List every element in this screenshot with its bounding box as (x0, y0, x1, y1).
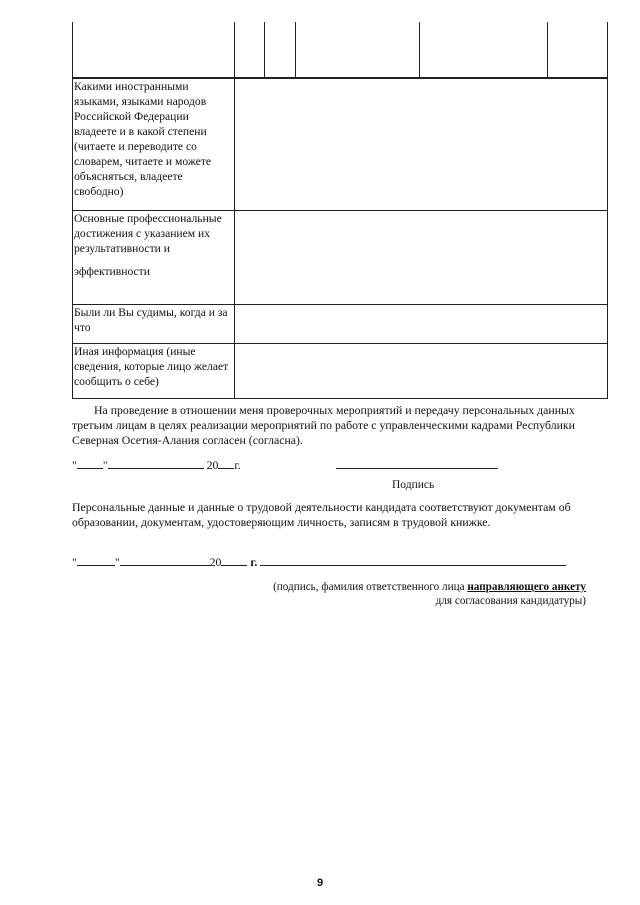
responsible-signature-field[interactable] (260, 553, 566, 566)
row-label-text: Основные профессиональные достижения с указанием их результативности и (74, 212, 222, 255)
signature-field[interactable] (336, 456, 498, 469)
date-quote-close: " (114, 555, 120, 569)
row-label-tail: эффективности (74, 265, 150, 278)
month-field[interactable] (108, 456, 204, 469)
row-label (73, 211, 235, 305)
table-divider (234, 22, 235, 77)
responsible-person-note (273, 580, 586, 608)
table-row (73, 211, 608, 305)
answer-cell[interactable] (235, 344, 608, 399)
table-row (73, 79, 608, 211)
consent-paragraph: На проведение в отношении меня проверочных мероприятий и передачу персональных данных третьим лицам в целях реализации мероприятий по работе с управленческими кадрами Республики Северная Осетия-Алания согласен (согласна). (72, 403, 575, 447)
year-prefix: 20 (206, 458, 219, 472)
note-line-1 (273, 580, 586, 594)
date-quote-open: " (72, 458, 77, 472)
row-label: Были ли Вы судимы, когда и за что (73, 305, 235, 344)
answer-cell[interactable] (235, 305, 608, 344)
note-line-2: для согласования кандидатуры) (435, 595, 586, 607)
verification-date-line (72, 553, 566, 570)
year-suffix: г. (250, 555, 258, 569)
page-number: 9 (316, 877, 324, 889)
month-field[interactable] (120, 553, 210, 566)
day-field[interactable] (77, 456, 103, 469)
year-suffix: г. (234, 458, 241, 472)
note-prefix: (подпись, фамилия ответственного лица (273, 581, 468, 593)
signature-line (336, 456, 498, 473)
table-divider (264, 22, 265, 77)
table-top-fragment (72, 22, 608, 78)
row-label: Иная информация (иные сведения, которые лицо желает сообщить о себе) (73, 344, 235, 399)
table-divider (295, 22, 296, 77)
table-row (73, 305, 608, 344)
row-label: Какими иностранными языками, языками народов Российской Федерации владеете и в какой степени (читаете и переводите со словарем, читаете и можете объясняться, владеете свободно) (73, 79, 235, 211)
consent-date-line (72, 456, 241, 473)
table-row (73, 344, 608, 399)
year-prefix: 20 (209, 555, 222, 569)
note-bold: направляющего анкету (467, 581, 586, 593)
year-field[interactable] (221, 553, 247, 566)
signature-label: Подпись (392, 479, 435, 491)
date-quote-open: " (72, 555, 77, 569)
table-divider (419, 22, 420, 77)
year-field[interactable] (218, 456, 234, 469)
answer-cell[interactable] (235, 79, 608, 211)
questionnaire-table (72, 78, 608, 399)
verification-paragraph: Персональные данные и данные о трудовой деятельности кандидата соответствуют документам об образовании, документам, удостоверяющим личность, записям в трудовой книжке. (72, 500, 571, 529)
date-quote-close: " (102, 458, 108, 472)
day-field[interactable] (77, 553, 115, 566)
answer-cell[interactable] (235, 211, 608, 305)
table-divider (547, 22, 548, 77)
